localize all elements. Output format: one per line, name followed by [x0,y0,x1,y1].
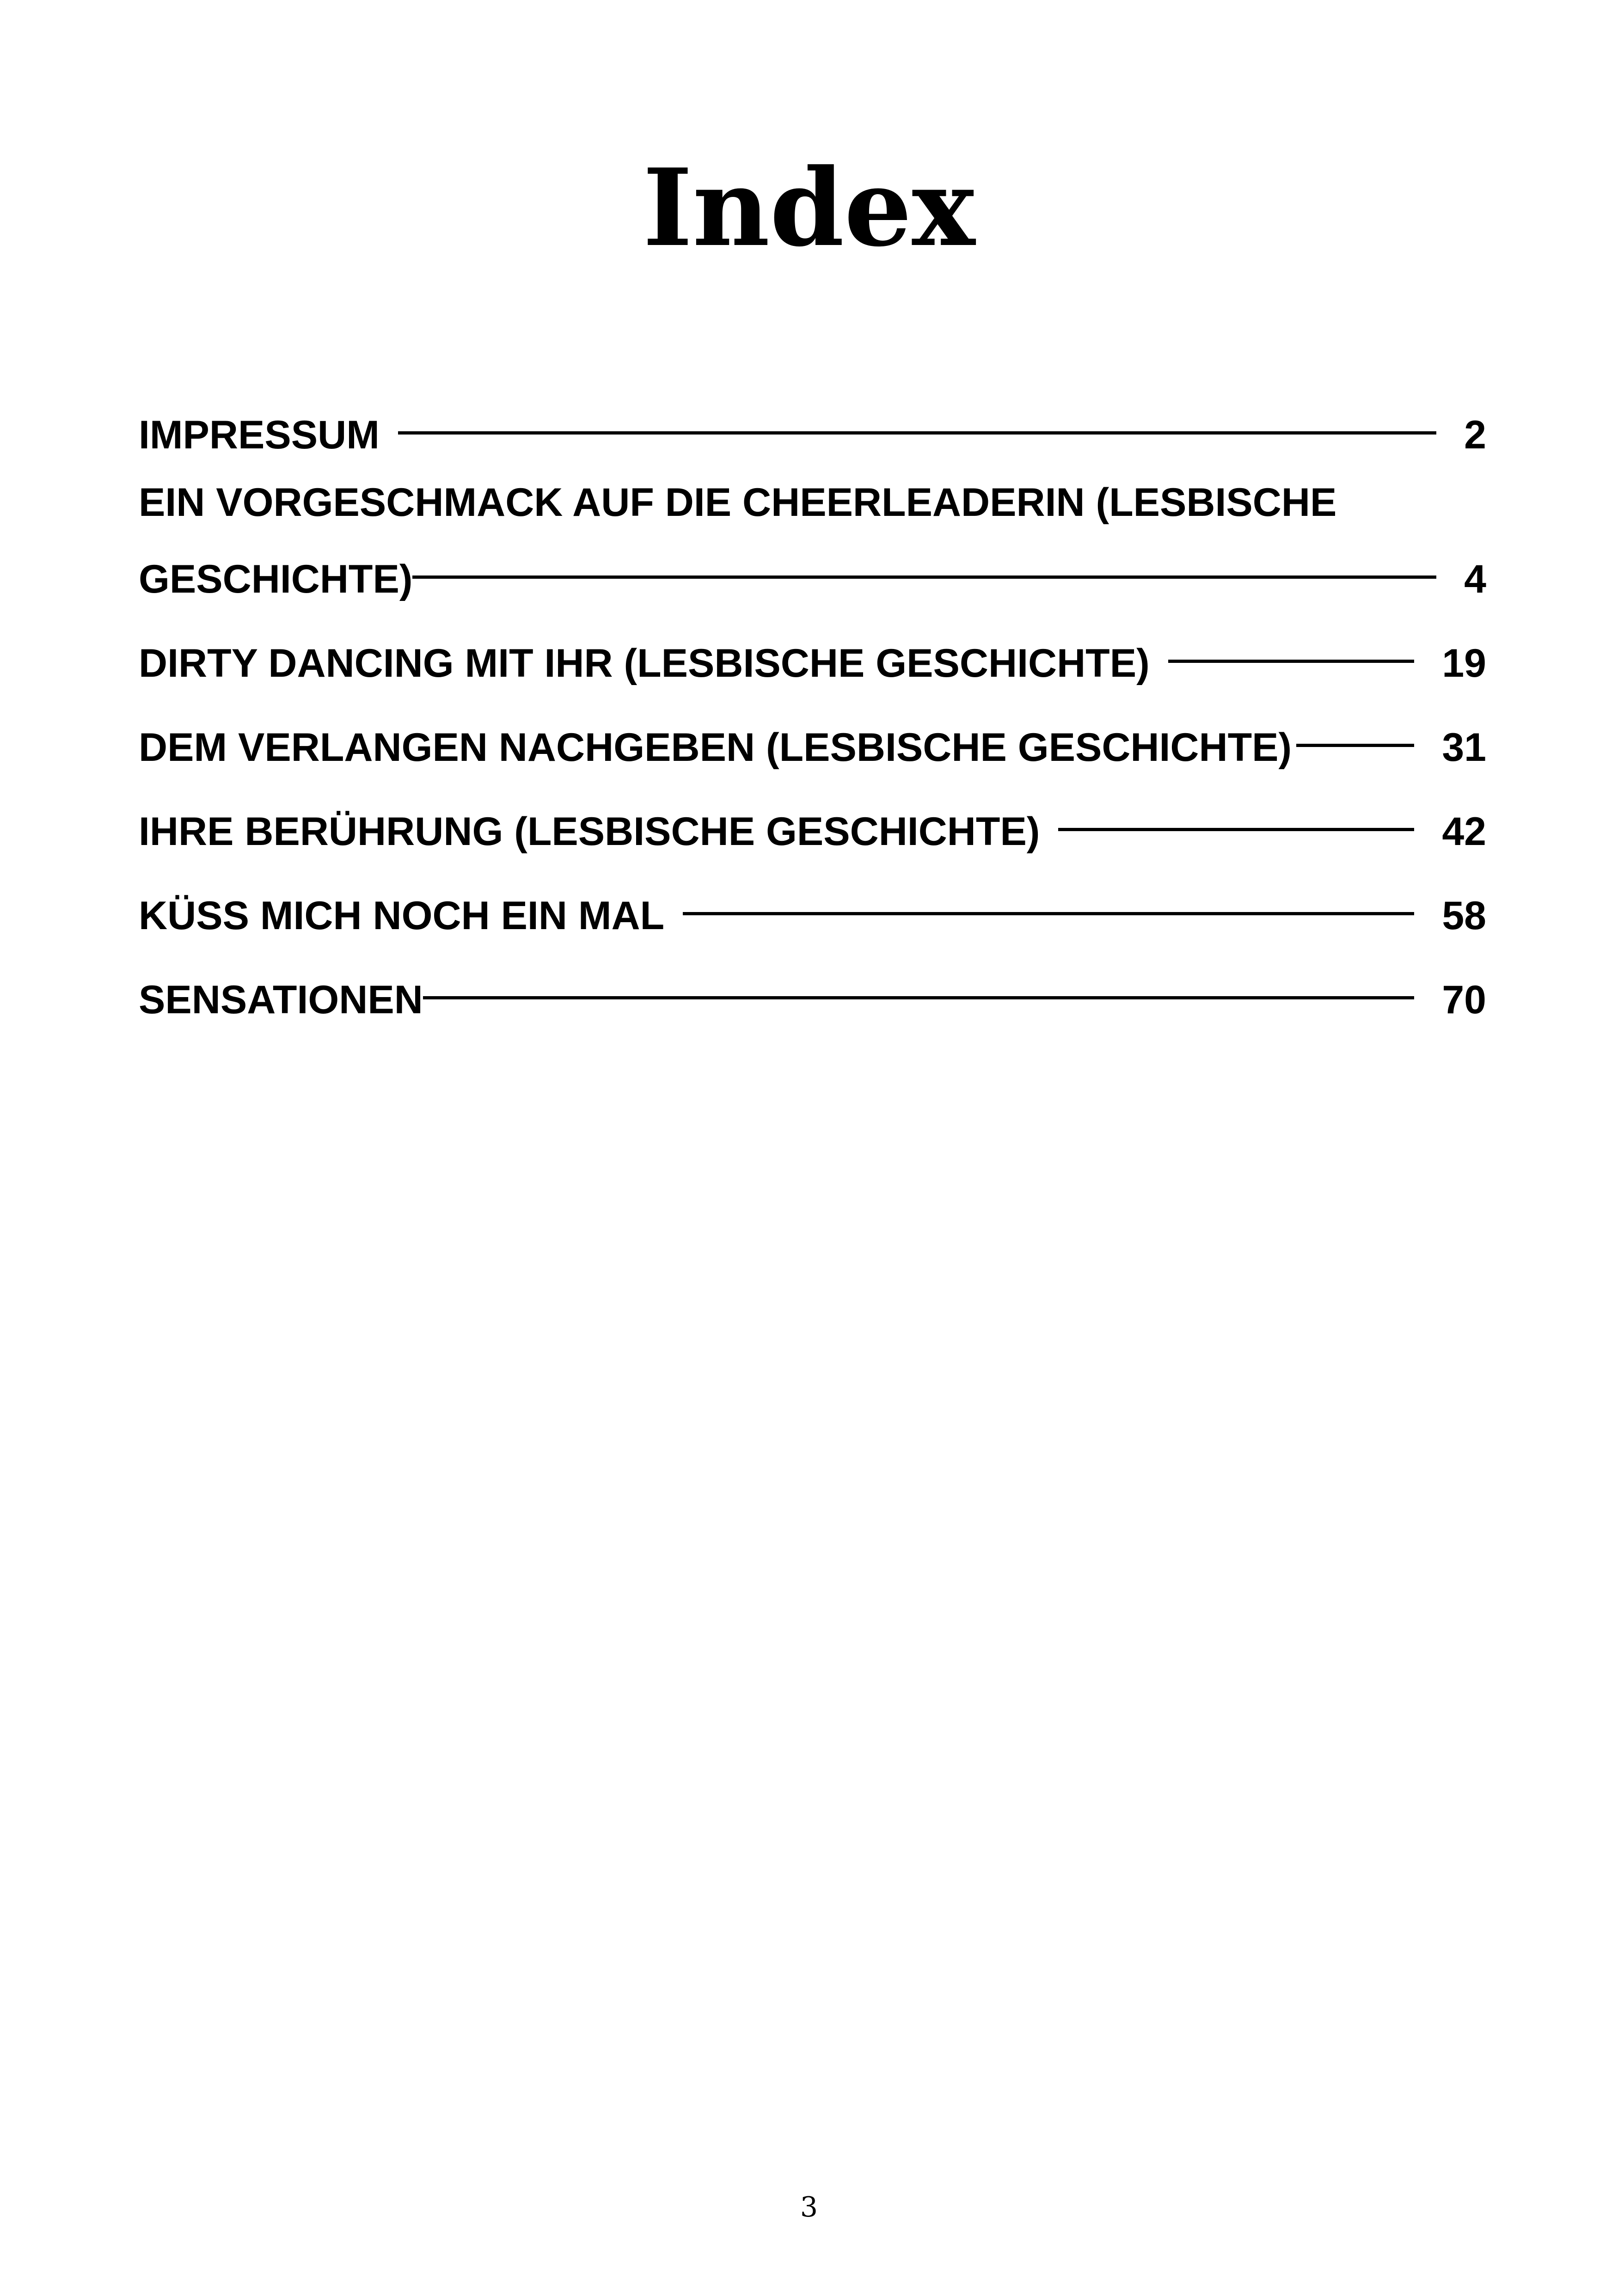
toc-entry-page: 31 [1442,725,1486,770]
toc-entry-impressum[interactable] [139,388,1486,457]
toc-leader-line [1168,617,1415,677]
toc-leader-line [412,533,1436,593]
toc-entry-page: 19 [1442,641,1486,686]
toc-entry-beruehrung[interactable] [139,785,1486,854]
page-number: 3 [800,2191,818,2223]
table-of-contents [139,388,1486,1022]
toc-leader-line [1296,701,1414,761]
toc-entry-verlangen[interactable] [139,701,1486,770]
toc-entry-title: IMPRESSUM [139,413,380,457]
toc-entry-page: 2 [1464,413,1486,457]
toc-entry-page: 70 [1442,978,1486,1022]
toc-entry-title: SENSATIONEN [139,978,423,1022]
toc-entry-page: 42 [1442,809,1486,854]
toc-entry-sensationen[interactable] [139,953,1486,1022]
toc-entry-title-line2: GESCHICHTE) [139,557,413,601]
toc-entry-page: 4 [1464,557,1486,601]
toc-leader-line [398,388,1436,448]
toc-entry-title: IHRE BERÜHRUNG (LESBISCHE GESCHICHTE) [139,809,1040,854]
toc-leader-line [1058,785,1414,845]
toc-entry-title: KÜSS MICH NOCH EIN MAL [139,894,665,938]
toc-entry-title-line1: EIN VORGESCHMACK AUF DIE CHEERLEADERIN (LESBISCHE [139,480,1337,525]
page-title: Index [643,146,975,270]
toc-leader-line [423,953,1415,1013]
toc-entry-kuess-mich[interactable] [139,869,1486,938]
toc-leader-line [683,869,1414,929]
toc-entry-title: DIRTY DANCING MIT IHR (LESBISCHE GESCHICHTE) [139,641,1150,686]
toc-entry-title: DEM VERLANGEN NACHGEBEN (LESBISCHE GESCHICHTE) [139,725,1292,770]
toc-entry-page: 58 [1442,894,1486,938]
toc-entry-dirty-dancing[interactable] [139,617,1486,686]
toc-entry-cheerleaderin[interactable] [139,472,1486,601]
